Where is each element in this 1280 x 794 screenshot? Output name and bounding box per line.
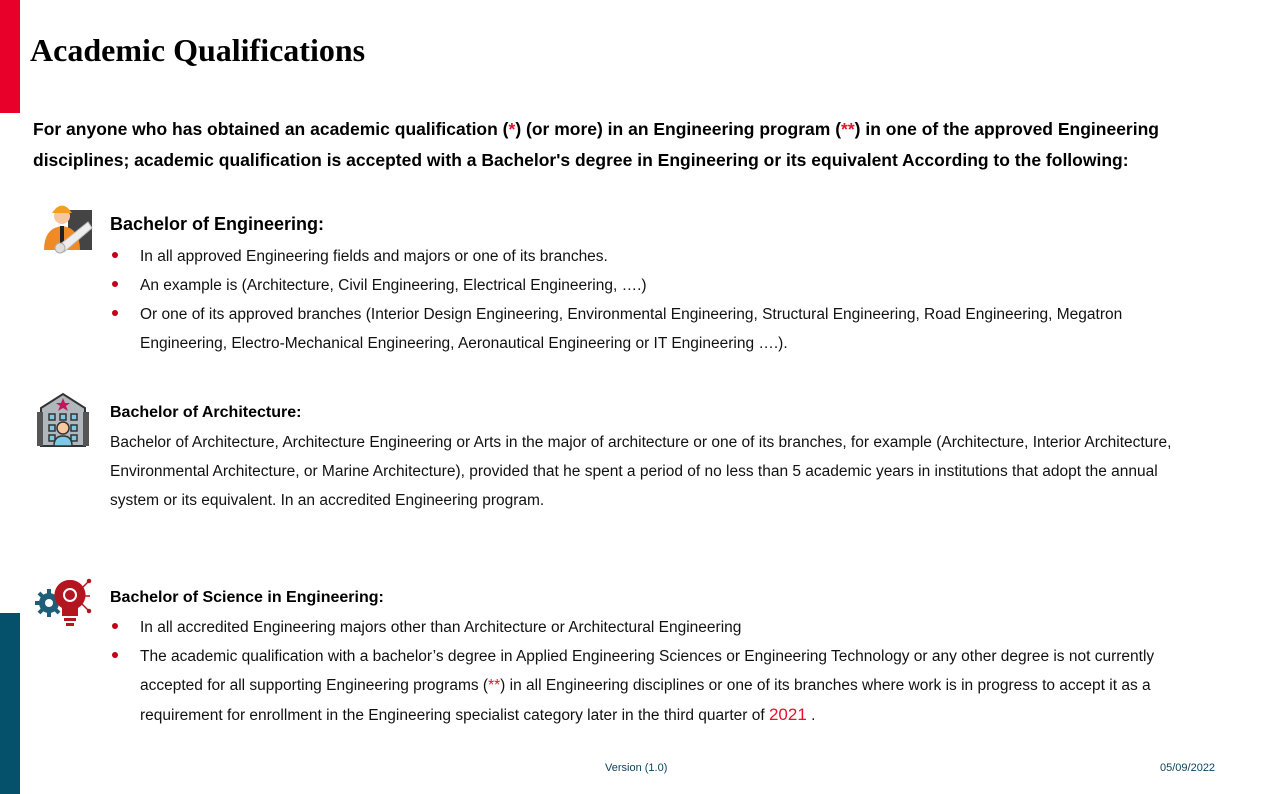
intro-part: For anyone who has obtained an academic qualification ( [33, 119, 509, 139]
list-item: An example is (Architecture, Civil Engineering, Electrical Engineering, ….) [110, 271, 1200, 300]
double-asterisk-note: ** [841, 119, 855, 139]
list-item: In all accredited Engineering majors other than Architecture or Architectural Engineering [110, 613, 1200, 642]
lightbulb-gear-icon [34, 578, 92, 628]
asterisk-note: * [508, 119, 516, 139]
list-item: Or one of its approved branches (Interior Design Engineering, Environmental Engineering, Structural Engineering, Road Engineering, Megatron Engineering, Electro-Mechanical Engineering, Aeronautical Engineering or IT Engineering ….). [110, 300, 1200, 358]
section-heading: Bachelor of Architecture: [110, 404, 302, 421]
bullet-list [110, 242, 1200, 358]
text-part: . [806, 707, 816, 724]
section-paragraph: Bachelor of Architecture, Architecture Engineering or Arts in the major of architecture or one of its branches, for example (Architecture, Interior Architecture, Environmental Architecture, or Marine Architecture), provided that he spent a period of no less than 5 academic years in institutions that adopt the annual system or its equivalent. In an accredited Engineering program. [110, 434, 1172, 509]
double-asterisk-note: ** [488, 677, 501, 694]
section-heading: Bachelor of Engineering: [110, 214, 325, 234]
section-heading: Bachelor of Science in Engineering: [110, 589, 384, 606]
red-accent-bar [0, 0, 20, 113]
intro-text [33, 114, 1233, 176]
text-part: ) in all Engineering disciplines or one of its branches where work is in progress to accept it as a requirement for enrollment in the Engineering specialist category later in the third quarter of [140, 677, 1151, 724]
year-highlight: 2021 [768, 705, 807, 724]
teal-accent-bar [0, 613, 20, 794]
date-label: 05/09/2022 [1160, 762, 1216, 774]
bullet-list [110, 613, 1200, 730]
intro-part: ) in one of the approved Engineering disciplines; academic qualification is accepted with a Bachelor's degree in Engineering or its equivalent According to the following: [33, 119, 1159, 170]
list-item [110, 642, 1200, 730]
list-item: In all approved Engineering fields and majors or one of its branches. [110, 242, 1200, 271]
text-part: The academic qualification with a bachelor’s degree in Applied Engineering Sciences or Engineering Technology or any other degree is not currently accepted for all supporting Engineering programs ( [140, 648, 1155, 694]
engineer-icon [40, 198, 94, 254]
version-label: Version (1.0) [605, 762, 668, 774]
page-title: Academic Qualifications [30, 32, 366, 68]
intro-part: ) (or more) in an Engineering program ( [515, 119, 842, 139]
building-icon [35, 392, 91, 448]
